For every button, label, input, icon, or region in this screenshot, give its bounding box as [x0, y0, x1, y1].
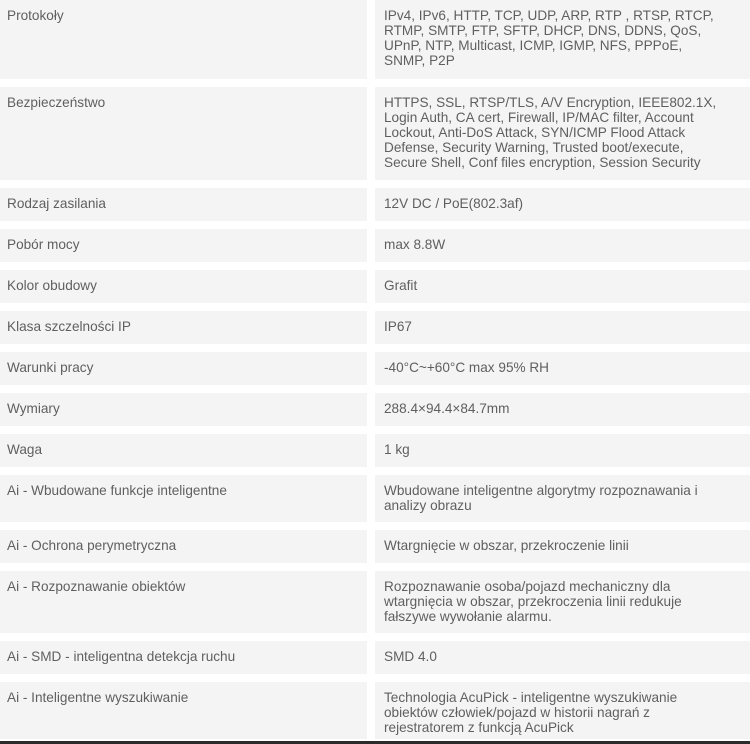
spec-row-color [0, 270, 750, 303]
spec-row-ai-object-recognition [0, 571, 750, 633]
spec-value: Grafit [375, 270, 750, 303]
spec-label: Ai - SMD - inteligentna detekcja ruchu [0, 641, 367, 674]
spec-row-power-consumption [0, 229, 750, 262]
spec-label: Ai - Inteligentne wyszukiwanie [0, 682, 367, 739]
spec-label: Bezpieczeństwo [0, 87, 367, 180]
spec-value: Rozpoznawanie osoba/pojazd mechaniczny dla wtargnięcia w obszar, przekroczenia linii redukuje fałszywe wywołanie alarmu. [375, 571, 750, 633]
spec-value: HTTPS, SSL, RTSP/TLS, A/V Encryption, IEEE802.1X, Login Auth, CA cert, Firewall, IP/MAC filter, Account Lockout, Anti-DoS Attack, SYN/ICMP Flood Attack Defense, Security Warning, Trusted boot/execute, Secure Shell, Conf files encryption, Session Security [375, 87, 750, 180]
spec-label: Wymiary [0, 393, 367, 426]
spec-label: Kolor obudowy [0, 270, 367, 303]
spec-row-ai-smart-search [0, 682, 750, 739]
spec-value: SMD 4.0 [375, 641, 750, 674]
spec-label: Ai - Rozpoznawanie obiektów [0, 571, 367, 633]
spec-row-power-type [0, 188, 750, 221]
spec-label: Warunki pracy [0, 352, 367, 385]
spec-label: Klasa szczelności IP [0, 311, 367, 344]
spec-row-operating-conditions [0, 352, 750, 385]
spec-row-security [0, 87, 750, 180]
spec-row-protocols [0, 0, 750, 79]
spec-value: IP67 [375, 311, 750, 344]
spec-row-ip-rating [0, 311, 750, 344]
spec-value: 1 kg [375, 434, 750, 467]
spec-value: Wtargnięcie w obszar, przekroczenie linii [375, 530, 750, 563]
spec-label: Ai - Ochrona perymetryczna [0, 530, 367, 563]
spec-value: 288.4×94.4×84.7mm [375, 393, 750, 426]
spec-value: Technologia AcuPick - inteligentne wyszukiwanie obiektów człowiek/pojazd w historii nagrań z rejestratorem z funkcją AcuPick [375, 682, 750, 739]
spec-label: Ai - Wbudowane funkcje inteligentne [0, 475, 367, 522]
spec-row-dimensions [0, 393, 750, 426]
spec-row-weight [0, 434, 750, 467]
spec-label: Rodzaj zasilania [0, 188, 367, 221]
spec-value: IPv4, IPv6, HTTP, TCP, UDP, ARP, RTP , RTSP, RTCP, RTMP, SMTP, FTP, SFTP, DHCP, DNS, DDNS, QoS, UPnP, NTP, Multicast, ICMP, IGMP, NFS, PPPoE, SNMP, P2P [375, 0, 750, 79]
spec-row-ai-smd [0, 641, 750, 674]
spec-value: 12V DC / PoE(802.3af) [375, 188, 750, 221]
spec-row-ai-perimeter [0, 530, 750, 563]
spec-value: -40°C~+60°C max 95% RH [375, 352, 750, 385]
spec-row-ai-builtin [0, 475, 750, 522]
spec-label: Pobór mocy [0, 229, 367, 262]
spec-label: Protokoły [0, 0, 367, 79]
spec-value: max 8.8W [375, 229, 750, 262]
spec-value: Wbudowane inteligentne algorytmy rozpoznawania i analizy obrazu [375, 475, 750, 522]
spec-label: Waga [0, 434, 367, 467]
